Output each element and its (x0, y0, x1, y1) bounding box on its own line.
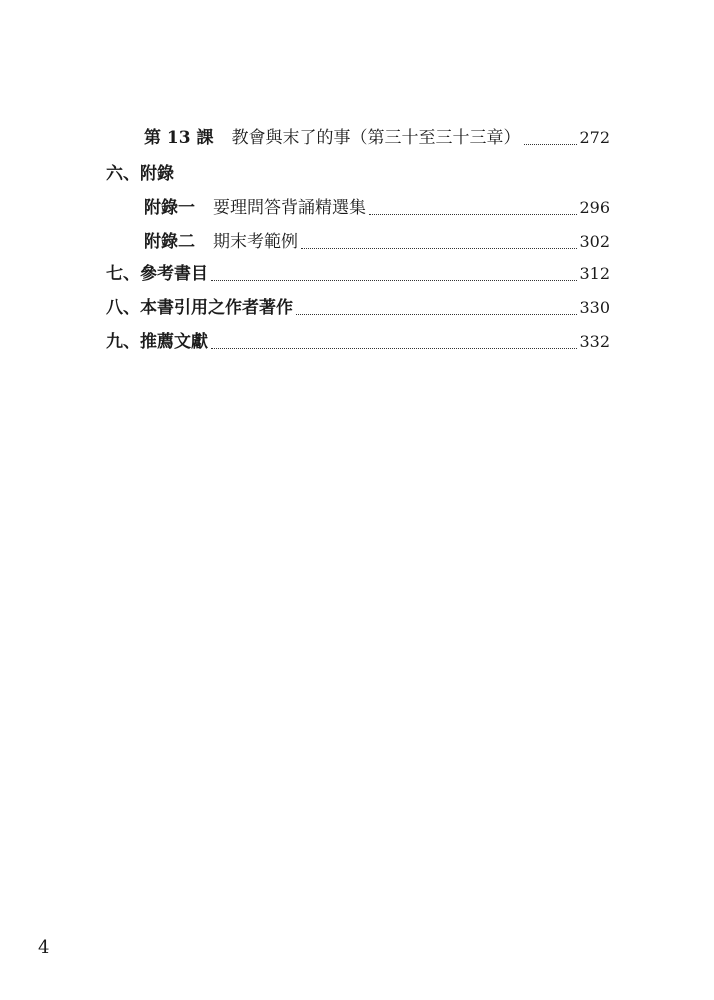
page-number: 4 (38, 937, 50, 958)
toc-section-title: 六、附錄 (106, 164, 174, 184)
toc-section-bibliography (106, 262, 610, 286)
toc-entry-page: 330 (579, 298, 610, 317)
dot-leader (296, 314, 577, 315)
toc-section-title: 七、參考書目 (106, 264, 208, 284)
toc-section-recommended (106, 330, 610, 354)
dot-leader (524, 144, 578, 145)
toc-entry-number: 附錄一 (144, 198, 195, 218)
dot-leader (211, 348, 577, 349)
toc-entry-title: 要理問答背誦精選集 (213, 198, 366, 218)
dot-leader (301, 248, 577, 249)
toc-section-cited-works (106, 296, 610, 320)
toc-entry-title: 期末考範例 (213, 232, 298, 252)
toc-entry-title: 教會與末了的事（第三十至三十三章） (231, 128, 521, 148)
toc-entry-number: 附錄二 (144, 232, 195, 252)
toc-entry-appendix-1 (144, 196, 610, 220)
toc-entry-page: 302 (579, 232, 610, 251)
toc-entry-page: 296 (579, 198, 610, 217)
toc-section-title: 八、本書引用之作者著作 (106, 298, 293, 318)
toc-section-appendix (106, 162, 610, 186)
toc-section-title: 九、推薦文獻 (106, 332, 208, 352)
dot-leader (369, 214, 577, 215)
toc-entry-page: 332 (579, 332, 610, 351)
toc-entry-page: 272 (579, 128, 610, 147)
toc-entry-page: 312 (579, 264, 610, 283)
toc-entry-lesson-13 (144, 126, 610, 150)
toc-entry-appendix-2 (144, 230, 610, 254)
dot-leader (211, 280, 577, 281)
toc-entry-number: 第 13 課 (144, 128, 214, 148)
